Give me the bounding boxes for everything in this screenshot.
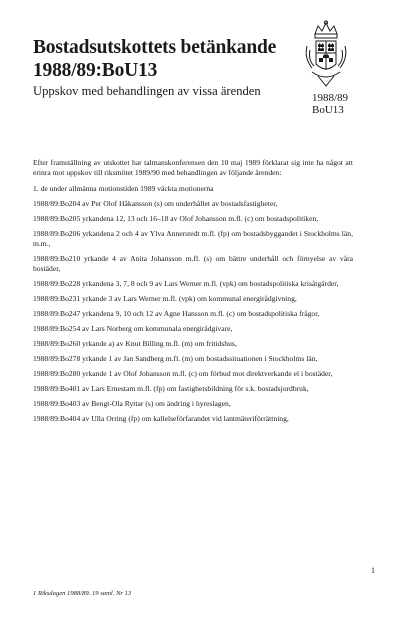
reference-year: 1988/89 bbox=[312, 92, 349, 104]
page-subtitle: Uppskov med behandlingen av vissa ärenden bbox=[33, 84, 261, 98]
coat-of-arms-icon bbox=[302, 20, 350, 90]
motion-item: 1988/89:Bo401 av Lars Ernestam m.fl. (fp) om fastighetsbildning för s.k. bostadsjordbruk, bbox=[33, 384, 309, 393]
title-line-1: Bostadsutskottets betänkande bbox=[33, 37, 277, 58]
motion-item: 1988/89:Bo280 yrkande 1 av Olof Johansson m.fl. (c) om förbud mot direktverkande el i bostäder, bbox=[33, 369, 333, 378]
motion-item: 1988/89:Bo204 av Per Olof Håkansson (s) om underhållet av bostadsfastigheter, bbox=[33, 199, 278, 208]
motion-item: 1988/89:Bo278 yrkande 1 av Jan Sandberg m.fl. (m) om bostadssituationen i Stockholms län, bbox=[33, 354, 318, 363]
reference-code: BoU13 bbox=[312, 104, 344, 116]
motion-item: 1988/89:Bo231 yrkande 3 av Lars Werner m.fl. (vpk) om kommunal energirådgivning, bbox=[33, 294, 297, 303]
motion-item: 1988/89:Bo403 av Bengt-Ola Ryttar (s) om ändring i hyreslagen, bbox=[33, 399, 231, 408]
motion-item: 1988/89:Bo254 av Lars Norberg om kommunala energirådgivare, bbox=[33, 324, 233, 333]
footer-note: 1 Riksdagen 1988/89. 19 saml. Nr 13 bbox=[33, 590, 132, 597]
title-line-2: 1988/89:BoU13 bbox=[33, 60, 158, 81]
motion-list bbox=[33, 199, 353, 424]
motion-item: 1988/89:Bo404 av Ulla Orring (fp) om kallelseförfarandet vid lantmäteriförrättning, bbox=[33, 414, 289, 423]
page-title bbox=[33, 36, 293, 82]
motion-item: 1988/89:Bo205 yrkandena 12, 13 och 16–18 av Olof Johansson m.fl. (c) om bostadspolitiken, bbox=[33, 214, 319, 223]
body-text bbox=[33, 158, 353, 429]
motion-item: 1988/89:Bo228 yrkandena 3, 7, 8 och 9 av Lars Werner m.fl. (vpk) om bostadspolitiska krisåtgärder, bbox=[33, 279, 339, 288]
motion-item: 1988/89:Bo206 yrkandena 2 och 4 av Ylva Annerstedt m.fl. (fp) om bostadsbyggandet i Stockholms län, m.m., bbox=[33, 229, 353, 248]
page-number: 1 bbox=[371, 566, 375, 575]
motion-item: 1988/89:Bo247 yrkandena 9, 10 och 12 av Agne Hansson m.fl. (c) om bostadspolitiska frågor, bbox=[33, 309, 320, 318]
intro-paragraph: Efter framställning av utskottet har talmanskonferensen den 10 maj 1989 förklarat sig inte ha något att erinra mot uppskov till riksmötet 1989/90 med behandlingen av följande ärenden: bbox=[33, 158, 353, 177]
section-heading: 1. de under allmänna motionstiden 1989 väckta motionerna bbox=[33, 184, 214, 193]
document-reference bbox=[312, 92, 348, 116]
motion-item: 1988/89:Bo260 yrkande a) av Knut Billing m.fl. (m) om fritidshus, bbox=[33, 339, 237, 348]
motion-item: 1988/89:Bo210 yrkande 4 av Anita Johansson m.fl. (s) om bättre underhåll och förnyelse av våra bostäder, bbox=[33, 254, 353, 273]
